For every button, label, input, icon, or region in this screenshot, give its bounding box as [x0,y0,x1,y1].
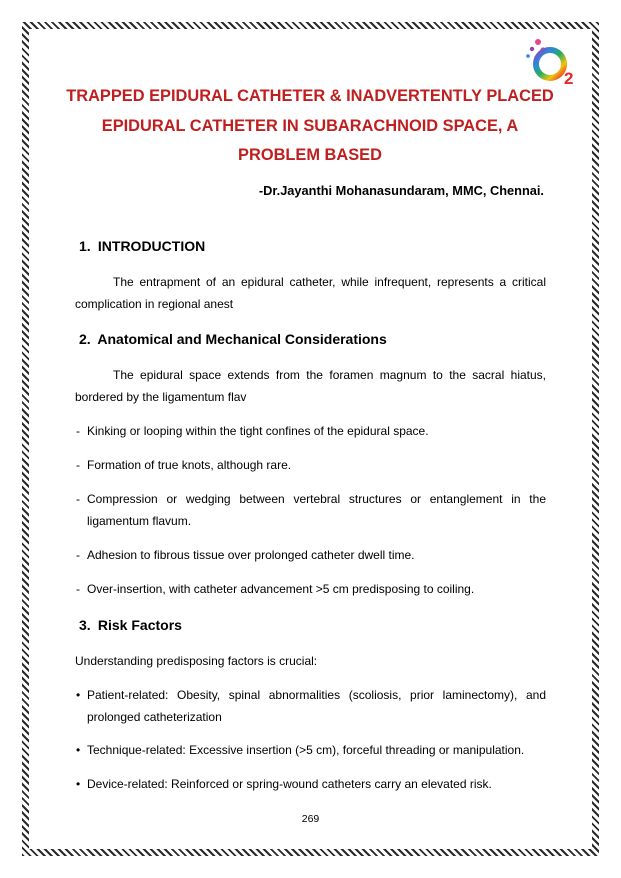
section-number: 1. [79,238,91,254]
list-item [76,545,546,567]
list-item [76,421,546,443]
list-item-text: Device-related: Reinforced or spring-wound catheters carry an elevated risk. [87,777,492,791]
section-title: Anatomical and Mechanical Considerations [97,331,387,347]
section-heading-introduction [79,238,205,254]
paragraph-anatomical [75,365,546,408]
section-number: 3. [79,617,91,633]
list-marker: • [76,777,81,791]
list-marker: - [76,424,80,438]
list-item-text: Formation of true knots, although rare. [87,458,292,472]
section-title: Risk Factors [97,617,182,633]
section-number: 2. [79,331,91,347]
list-item-text: Patient-related: Obesity, spinal abnormalities (scoliosis, prior laminectomy), and prolonged catheterization [87,688,546,724]
list-item-text: Technique-related: Excessive insertion (>5 cm), forceful threading or manipulation. [87,743,525,757]
list-item [76,685,546,728]
list-item [76,774,546,796]
page-number: 269 [301,813,320,825]
list-marker: • [76,743,81,757]
list-item-text: Adhesion to fibrous tissue over prolonged catheter dwell time. [87,548,415,562]
list-item [76,579,546,601]
list-marker: • [76,688,81,702]
document-title: TRAPPED EPIDURAL CATHETER & INADVERTENTLY PLACED EPIDURAL CATHETER IN SUBARACHNOID SPACE, A PROBLEM BASED [66,87,554,164]
list-item [76,740,546,762]
list-marker: - [76,492,80,506]
paragraph-risk-intro: Understanding predisposing factors is crucial: [75,654,318,668]
list-item-text: Over-insertion, with catheter advancement >5 cm predisposing to coiling. [87,582,475,596]
svg-text:2: 2 [564,69,574,88]
section-title: INTRODUCTION [97,238,206,254]
paragraph-text: The entrapment of an epidural catheter, while infrequent, represents a critical complication in regional anest [75,275,546,311]
list-item [76,455,546,477]
section-heading-risk-factors [79,617,182,633]
section-heading-anatomical [79,331,387,347]
paragraph-text: The epidural space extends from the foramen magnum to the sacral hiatus, bordered by the ligamentum flav [75,368,546,404]
list-marker: - [76,548,80,562]
list-item-text: Compression or wedging between vertebral structures or entanglement in the ligamentum flavum. [87,492,546,528]
list-item [76,489,546,532]
list-marker: - [76,582,80,596]
o2-logo-icon [524,38,578,88]
paragraph-introduction [75,272,546,315]
list-item-text: Kinking or looping within the tight confines of the epidural space. [87,424,429,438]
list-marker: - [76,458,80,472]
author-line: -Dr.Jayanthi Mohanasundaram, MMC, Chennai. [258,183,544,198]
